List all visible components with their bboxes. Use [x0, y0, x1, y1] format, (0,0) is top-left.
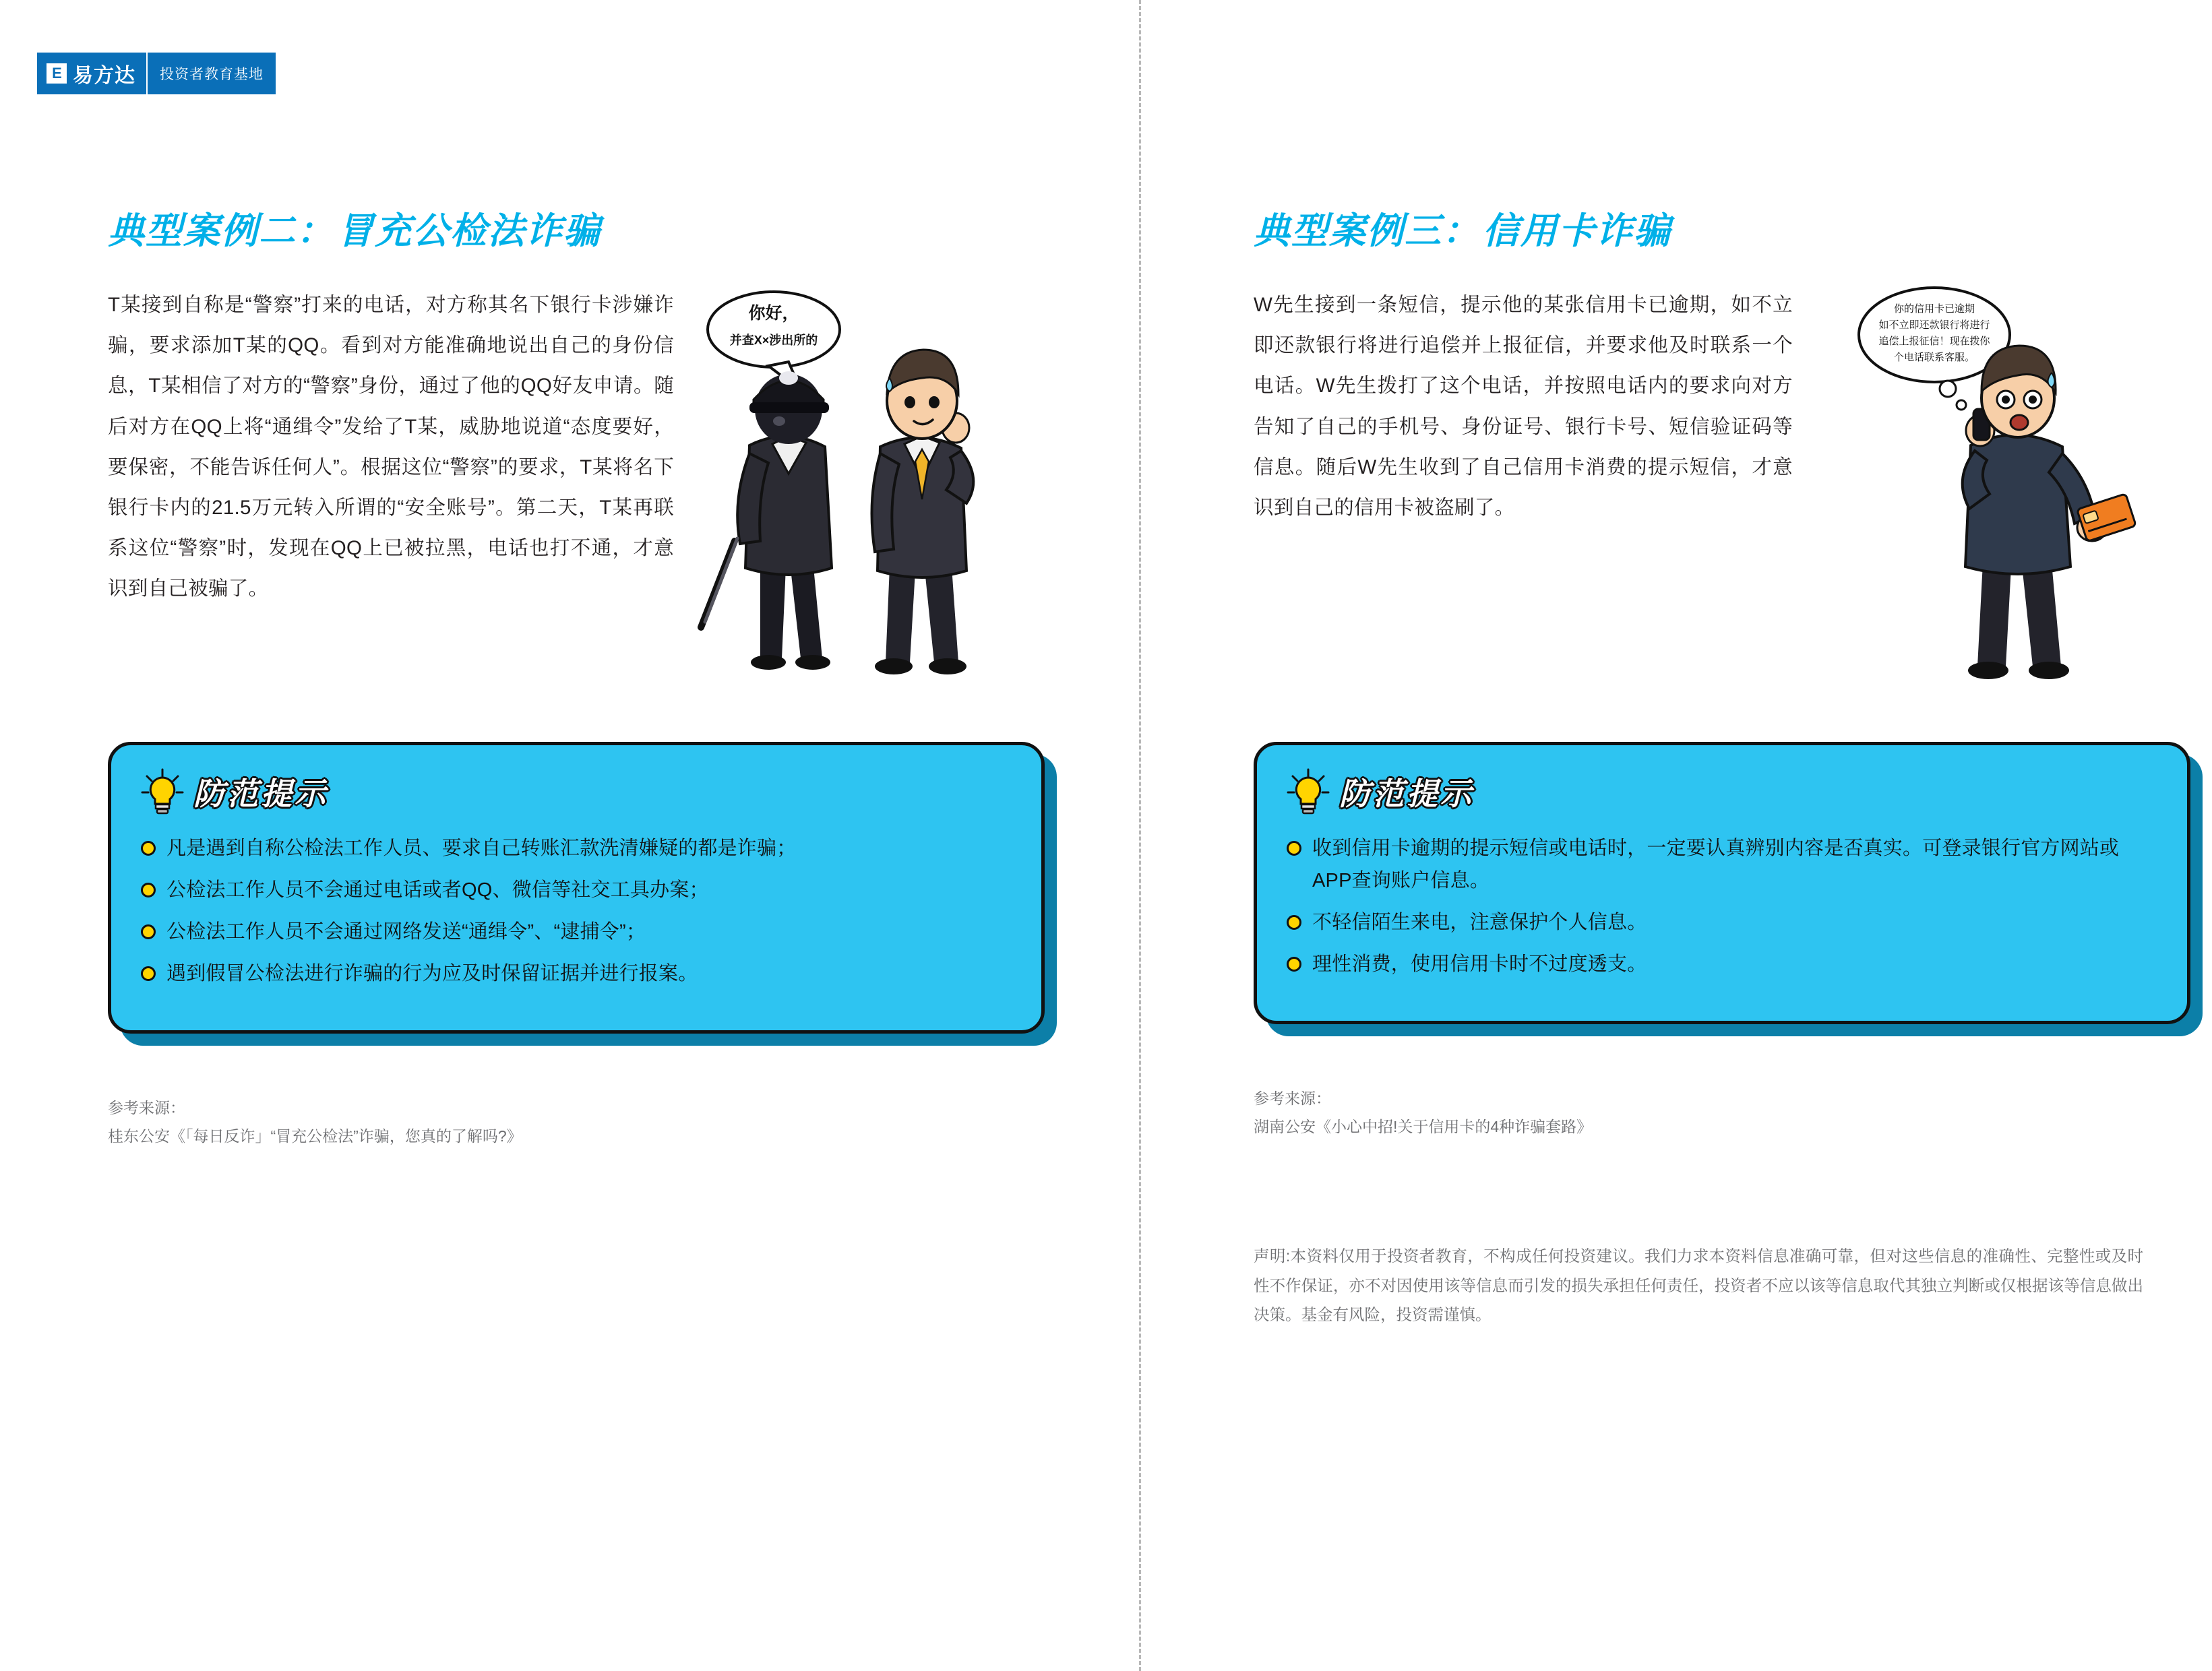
svg-text:追偿上报征信！现在拨你: 追偿上报征信！现在拨你: [1878, 336, 1990, 347]
fake-policeman-figure: [701, 371, 832, 670]
bullet-dot-icon: [1287, 957, 1301, 972]
tip-text: 遇到假冒公检法进行诈骗的行为应及时保留证据并进行报案。: [166, 962, 698, 984]
tips-box: [108, 742, 1045, 1034]
case-two-body-text: T某接到自称是“警察”打来的电话，对方称其名下银行卡涉嫌诈骗，要求添加T某的QQ。看到对方能准确地说出自己的身份信息，T某相信了对方的“警察”身份，通过了他的QQ好友申请。随后对方在QQ上将“通缉令”发给了T某，威胁地说道“态度要好，要保密，不能告诉任何人”。根据这位“警察”的要求，T某将名下银行卡内的21.5万元转入所谓的“安全账号”。第二天，T某再联系这位“警察”时，发现在QQ上已被拉黑，电话也打不通，才意识到自己被骗了。: [108, 294, 674, 600]
bullet-dot-icon: [141, 966, 156, 981]
tips-header: [141, 768, 1012, 815]
case-three-body-row: [1254, 285, 2190, 695]
bullet-dot-icon: [1287, 841, 1301, 856]
case-two-title: [108, 202, 1045, 254]
case-three-title-prefix: 典型案例三：: [1254, 211, 1480, 251]
logo-e-icon: E: [47, 63, 67, 84]
case-two-title-name: 冒充公检法诈骗: [337, 211, 601, 251]
lightbulb-icon: [1287, 768, 1330, 815]
tips-header: [1287, 768, 2157, 815]
svg-text:个电话联系客服。: 个电话联系客服。: [1893, 352, 1975, 363]
tip-item: [141, 833, 1012, 865]
tip-text: 不轻信陌生来电，注意保护个人信息。: [1312, 911, 1647, 933]
case-two-illustration: [687, 277, 1038, 695]
case-three-tips: [1254, 742, 2190, 1024]
tip-item: [141, 958, 1012, 990]
tips-box: [1254, 742, 2190, 1024]
case-two-source: [108, 1094, 1045, 1150]
bullet-dot-icon: [1287, 915, 1301, 930]
svg-text:你的信用卡已逾期: 你的信用卡已逾期: [1893, 303, 1975, 315]
tip-text: 凡是遇到自称公检法工作人员、要求自己转账汇款洗清嫌疑的都是诈骗；: [166, 838, 797, 859]
tip-item: [141, 916, 1012, 949]
bullet-dot-icon: [141, 924, 156, 939]
speech-bubble-icon: [708, 292, 840, 390]
tips-heading: 防范提示: [193, 776, 328, 811]
case-three-source: [1254, 1085, 2190, 1141]
tip-text: 公检法工作人员不会通过网络发送“通缉令”、“逮捕令”；: [166, 920, 646, 943]
case-three-body-text: W先生接到一条短信，提示他的某张信用卡已逾期，如不立即还款银行将进行追偿并上报征信，并要求他及时联系一个电话。W先生拨打了这个电话，并按照电话内的要求向对方告知了自己的手机号、身份证号、银行卡号、短信验证码等信息。随后W先生收到了自己信用卡消费的提示短信，才意识到自己的信用卡被盗刷了。: [1254, 294, 1793, 519]
brand-logo-mark: [37, 53, 146, 94]
policeman-scam-illustration-svg: [687, 277, 1038, 695]
source-label: 参考来源：: [108, 1099, 185, 1117]
source-label: 参考来源：: [1254, 1090, 1331, 1108]
tip-item: [1287, 907, 2157, 939]
svg-text:你好，: 你好，: [748, 304, 799, 323]
tip-text: 收到信用卡逾期的提示短信或电话时，一定要认真辨别内容是否真实。可登录银行官方网站或APP查询账户信息。: [1312, 838, 2120, 891]
tip-item: [1287, 949, 2157, 981]
source-text: 湖南公安《小心中招!关于信用卡的4种诈骗套路》: [1254, 1117, 1593, 1135]
tip-text: 理性消费，使用信用卡时不过度透支。: [1312, 953, 1647, 975]
case-three-illustration: [1809, 277, 2186, 695]
brand-name: 易方达: [73, 65, 135, 87]
case-three-title: [1254, 202, 2190, 254]
man-on-phone-figure: [1963, 346, 2137, 679]
svg-text:如不立即还款银行将进行: 如不立即还款银行将进行: [1878, 319, 1990, 331]
disclaimer-text: 声明:本资料仅用于投资者教育，不构成任何投资建议。我们力求本资料信息准确可靠，但对这些信息的准确性、完整性或及时性不作保证，亦不对因使用该等信息而引发的损失承担任何责任，投资者不应以该等信息取代其独立判断或仅根据该等信息做出决策。基金有风险，投资需谨慎。: [1254, 1247, 2143, 1324]
victim-on-phone-figure: [872, 350, 974, 674]
case-three-title-name: 信用卡诈骗: [1483, 211, 1671, 251]
tips-heading: 防范提示: [1339, 776, 1474, 811]
case-two-column: [108, 202, 1045, 1150]
tip-item: [1287, 833, 2157, 897]
source-text: 桂东公安《「每日反诈」“冒充公检法”诈骗，您真的了解吗?》: [108, 1127, 522, 1145]
case-two-body-row: [108, 285, 1045, 695]
page-fold-divider: [1139, 0, 1141, 1671]
creditcard-scam-illustration-svg: [1809, 277, 2186, 695]
bullet-dot-icon: [141, 841, 156, 856]
brand-subtitle: 投资者教育基地: [148, 53, 276, 94]
tip-item: [141, 875, 1012, 907]
brand-logo-bar: [37, 53, 276, 94]
case-two-title-prefix: 典型案例二：: [108, 211, 334, 251]
case-three-column: [1254, 202, 2190, 1330]
svg-text:并查X×涉出所的: 并查X×涉出所的: [729, 334, 818, 347]
bullet-dot-icon: [141, 883, 156, 897]
case-two-tips: [108, 742, 1045, 1034]
tip-text: 公检法工作人员不会通过电话或者QQ、微信等社交工具办案；: [166, 879, 709, 901]
lightbulb-icon: [141, 768, 184, 815]
